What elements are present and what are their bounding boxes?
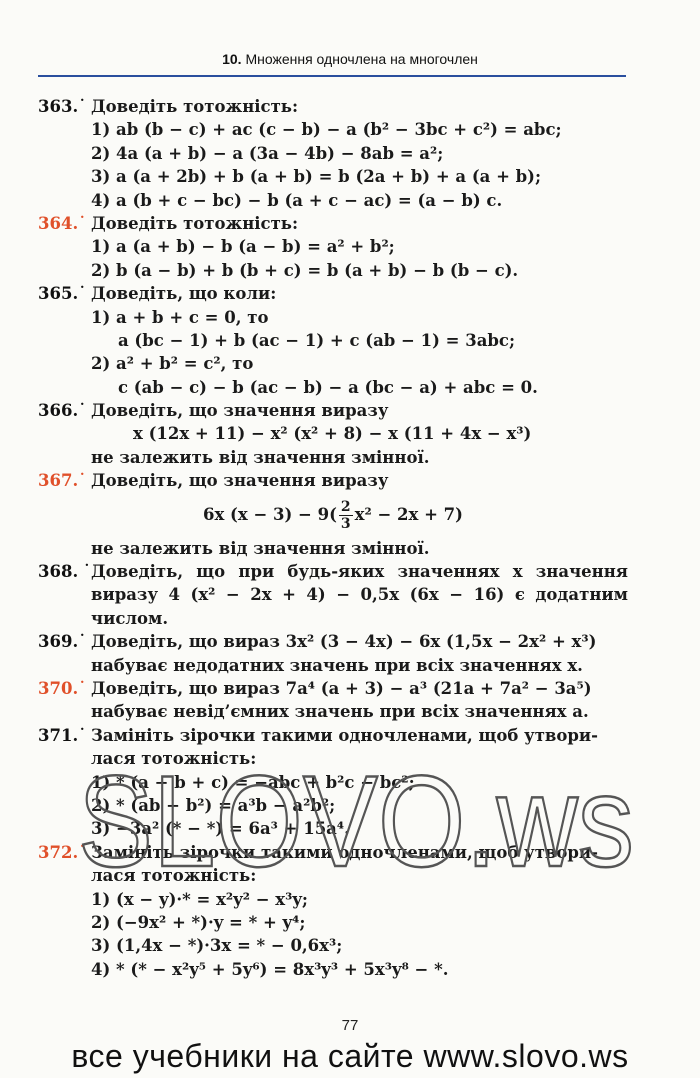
exercise-item: c (ab − c) − b (ac − b) − a (bc − a) + abc = 0. [118,377,538,397]
exercise-text: Замініть зірочки такими одночленами, щоб утвори- [91,725,599,745]
page-number: 77 [341,1017,359,1034]
watermark-text: SLOVO.ws [78,758,634,878]
exercise-370 [38,677,628,700]
section-title: Множення одночлена на многочлен [245,51,478,67]
exercise-expression [38,493,628,537]
exercise-text: не залежить від значення змінної. [91,538,430,558]
footer-banner: все учебники на сайте www.slovo.ws [71,1038,629,1074]
exercise-number: 372.˙ [38,842,87,862]
exercise-372 [38,841,628,864]
exercise-368 [38,560,628,583]
exercise-text: набуває недодатних значень при всіх значеннях x. [91,655,583,675]
exercise-number: 366.˙ [38,401,87,421]
exercise-item: 3) −3a² (* − *) = 6a³ + 15a⁴. [91,819,350,839]
exercise-text: Замініть зірочки такими одночленами, щоб утвори- [91,842,599,862]
exercise-number: 369.˙ [38,632,87,652]
exercise-item: 1) a + b + c = 0, то [91,307,269,327]
exercise-list [38,95,628,981]
exercise-item: 2) a² + b² = c², то [91,354,254,374]
exercise-item: 2) * (ab − b²) = a³b − a²b²; [91,795,336,815]
exercise-363 [38,95,628,118]
exercise-text: Доведіть, що при будь-яких значеннях x значення [91,562,628,582]
exercise-number: 367.˙ [38,471,87,491]
exercise-text: лася тотожність: [91,749,257,769]
exercise-text: Доведіть тотожність: [91,213,299,233]
running-header [0,51,700,67]
exercise-item: a (bc − 1) + b (ac − 1) + c (ab − 1) = 3abc; [118,330,516,350]
exercise-item: 2) (−9x² + *)·y = * + y⁴; [91,912,306,932]
exercise-365 [38,282,628,305]
exercise-text: лася тотожність: [91,866,257,886]
exercise-text: не залежить від значення змінної. [91,447,430,467]
exercise-item: 2) 4a (a + b) − a (3a − 4b) − 8ab = a²; [91,143,444,163]
exercise-text: Доведіть, що значення виразу [91,471,389,491]
exercise-text: набуває невід’ємних значень при всіх значеннях a. [91,702,589,722]
exercise-number: 363.˙ [38,97,87,116]
exercise-number: 368.˙ [38,562,91,582]
exercise-366 [38,399,628,422]
exercise-text: виразу 4 (x² − 2x + 4) − 0,5x (6x − 16) є додатним [91,585,628,605]
exercise-text: Доведіть, що коли: [91,284,277,304]
exercise-number: 364.˙ [38,213,87,233]
exercise-item: 2) b (a − b) + b (b + c) = b (a + b) − b (b − c). [91,260,519,280]
fraction-denominator: 3 [340,515,351,532]
fraction [339,499,353,532]
exercise-text: Доведіть, що вираз 7a⁴ (a + 3) − a³ (21a + 7a² − 3a⁵) [91,678,592,698]
exercise-367 [38,469,628,492]
header-rule [38,75,626,77]
exercise-371 [38,724,628,747]
exercise-number: 365.˙ [38,284,87,304]
exercise-number: 370.˙ [38,678,87,698]
expr-part: 6x (x − 3) − 9( [203,504,337,524]
exercise-item: 3) a (a + 2b) + b (a + b) = b (2a + b) + a (a + b); [91,167,542,187]
exercise-item: 1) a (a + b) − b (a − b) = a² + b²; [91,237,395,257]
exercise-expression: x (12x + 11) − x² (x² + 8) − x (11 + 4x − x³) [133,424,532,444]
exercise-text: Доведіть тотожність: [91,97,299,116]
exercise-text: Доведіть, що значення виразу [91,401,389,421]
exercise-item: 3) (1,4x − *)·3x = * − 0,6x³; [91,936,343,956]
exercise-item: 1) ab (b − c) + ac (c − b) − a (b² − 3bc + c²) = abc; [91,120,562,140]
exercise-number: 371.˙ [38,725,87,745]
exercise-item: 1) * (a − b + c) = −abc + b²c − bc²; [91,772,415,792]
exercise-text: Доведіть, що вираз 3x² (3 − 4x) − 6x (1,5x − 2x² + x³) [91,632,597,652]
expr-part: x² − 2x + 7) [354,504,463,524]
exercise-text: числом. [91,608,169,628]
exercise-item: 1) (x − y)·* = x²y² − x³y; [91,889,309,909]
section-number: 10. [222,51,242,67]
fraction-numerator: 2 [340,498,351,515]
exercise-364 [38,212,628,235]
exercise-item: 4) a (b + c − bc) − b (a + c − ac) = (a − b) c. [91,190,503,210]
exercise-369 [38,630,628,653]
exercise-item: 4) * (* − x²y⁵ + 5y⁶) = 8x³y³ + 5x³y⁸ − *. [91,959,449,979]
